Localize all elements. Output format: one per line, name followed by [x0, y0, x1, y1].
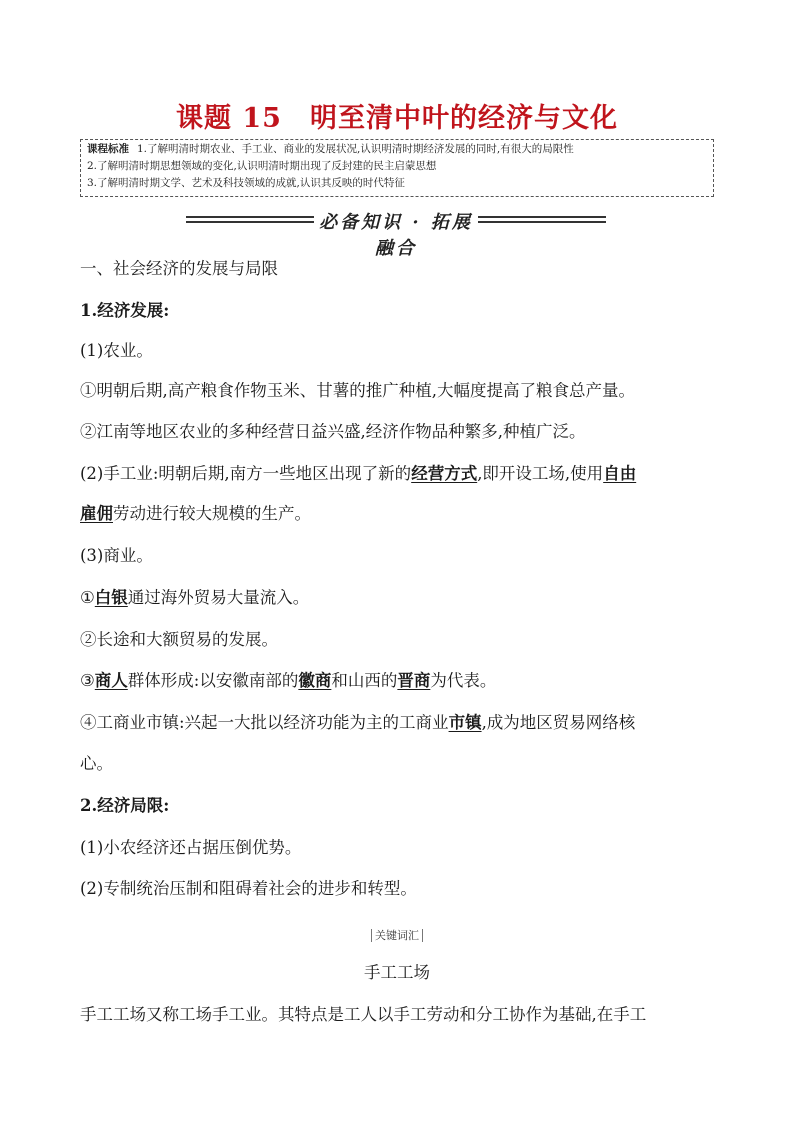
- limit-point-2: (2)专制统治压制和阻碍着社会的进步和转型。: [80, 879, 417, 898]
- banner-right-rule: [478, 216, 606, 226]
- standard-item-2: 2.了解明清时期思想领域的变化,认识明清时期出现了反封建的民主启蒙思想: [87, 160, 437, 172]
- commerce-point-4-line-1: ④工商业市镇:兴起一大批以经济功能为主的工商业市镇,成为地区贸易网络核: [80, 713, 636, 732]
- section-heading: 一、社会经济的发展与局限: [80, 259, 278, 278]
- standard-item-3: 3.了解明清时期文学、艺术及科技领域的成就,认识其反映的时代特征: [87, 177, 405, 189]
- handicraft-line-2: 雇佣劳动进行较大规模的生产。: [80, 504, 311, 523]
- agriculture-heading: (1)农业。: [80, 341, 153, 360]
- commerce-heading: (3)商业。: [80, 546, 153, 565]
- standards-label: 课程标准: [87, 143, 129, 155]
- agriculture-point-1: ①明朝后期,高产粮食作物玉米、甘薯的推广种植,大幅度提高了粮食总产量。: [80, 381, 635, 400]
- section-banner: [186, 208, 606, 259]
- keyword-free-hire-a: 自由: [603, 464, 637, 483]
- limit-point-1: (1)小农经济还占据压倒优势。: [80, 838, 302, 857]
- key-vocabulary-tag: 关键词汇: [0, 927, 794, 943]
- keyword-free-hire-b: 雇佣: [80, 504, 113, 523]
- commerce-point-2: ②长途和大额贸易的发展。: [80, 630, 278, 649]
- subheading-economic-development: 1.经济发展:: [80, 301, 170, 320]
- agriculture-point-2: ②江南等地区农业的多种经营日益兴盛,经济作物品种繁多,种植广泛。: [80, 422, 586, 441]
- keyword-huishang: 徽商: [298, 671, 332, 690]
- commerce-point-1: ①白银通过海外贸易大量流入。: [80, 588, 310, 607]
- key-word-title: 手工工场: [364, 963, 430, 982]
- commerce-point-4-line-2: 心。: [80, 754, 113, 773]
- curriculum-standards-box: [80, 139, 714, 197]
- keyword-business-mode: 经营方式: [411, 464, 478, 483]
- keyword-silver: 白银: [94, 588, 128, 607]
- handicraft-line-1: (2)手工业:明朝后期,南方一些地区出现了新的经营方式,即开设工场,使用自由: [80, 464, 637, 483]
- subheading-economic-limits: 2.经济局限:: [80, 796, 170, 815]
- keyword-jinshang: 晋商: [397, 671, 431, 690]
- commerce-point-3: ③商人群体形成:以安徽南部的徽商和山西的晋商为代表。: [80, 671, 497, 690]
- standard-item-1: 课程标准 1.了解明清时期农业、手工业、商业的发展状况,认识明清时期经济发展的同时,有很大的局限性: [87, 143, 574, 155]
- banner-left-rule: [186, 216, 314, 226]
- banner-text: 必备知识 · 拓展融合: [319, 212, 473, 259]
- keyword-merchants: 商人: [94, 671, 128, 690]
- keyword-market-town: 市镇: [448, 713, 482, 732]
- lesson-title: 课题 15 明至清中叶的经济与文化: [176, 103, 618, 134]
- key-word-description: 手工工场又称工场手工业。其特点是工人以手工劳动和分工协作为基础,在手工: [80, 1005, 647, 1024]
